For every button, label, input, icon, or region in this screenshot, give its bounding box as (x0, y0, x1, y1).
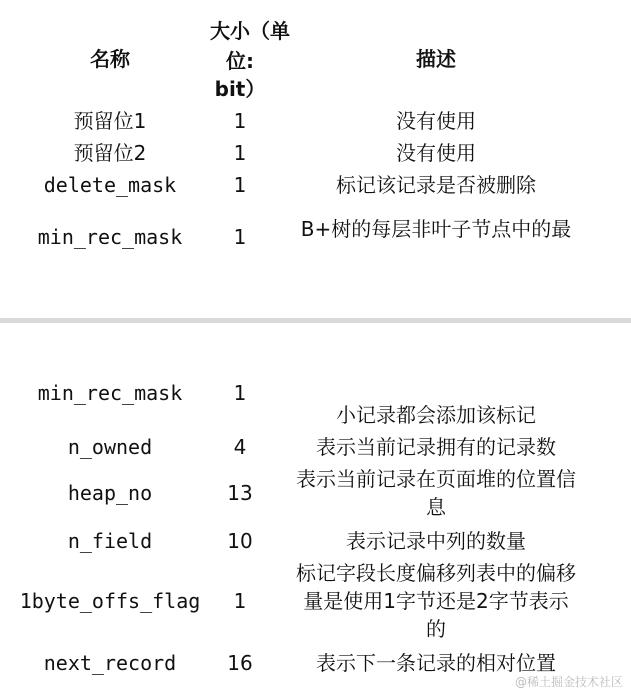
header-name: 名称 (90, 47, 130, 71)
table-row-size: 1 (233, 589, 247, 613)
table-row-desc: 量是使用1字节还是2字节表示 (303, 589, 569, 613)
table-row-name: 1byte_offs_flag (19, 589, 201, 613)
table-row-desc: 表示下一条记录的相对位置 (316, 651, 556, 675)
watermark: @稀土掘金技术社区 (514, 675, 623, 689)
table-row-name: delete_mask (43, 173, 177, 197)
header-size-line1: 大小（单 (210, 19, 290, 43)
table-row-name: min_rec_mask (37, 225, 183, 249)
table-row-desc: 标记该记录是否被删除 (336, 173, 536, 197)
table-row-name: 预留位2 (73, 141, 147, 165)
table-row-size: 1 (233, 225, 247, 249)
table-row-desc: 的 (426, 617, 446, 641)
table-row-size: 16 (227, 651, 253, 675)
table-row-desc: 标记字段长度偏移列表中的偏移 (296, 561, 576, 585)
table-row-desc: 表示当前记录拥有的记录数 (316, 435, 556, 459)
table-row-desc: 表示记录中列的数量 (346, 529, 526, 553)
table-row-desc: B+树的每层非叶子节点中的最 (300, 217, 572, 241)
table-row-size: 4 (233, 435, 247, 459)
table-row-name: next_record (43, 651, 177, 675)
table-row-name: min_rec_mask (37, 381, 183, 405)
header-desc: 描述 (416, 47, 456, 71)
table-bottom-section (0, 381, 631, 694)
table-row-size: 13 (227, 481, 253, 505)
table-row-desc: 息 (426, 495, 446, 519)
page-divider (0, 318, 631, 323)
table-row-name: 预留位1 (73, 109, 147, 133)
table-row-name: heap_no (67, 481, 153, 505)
table-row-desc: 没有使用 (396, 109, 476, 133)
table-row-desc: 表示当前记录在页面堆的位置信 (296, 467, 576, 491)
table-row-name: n_field (67, 529, 153, 553)
header-size-line2: 位: (226, 49, 254, 73)
table-row-size: 1 (233, 173, 247, 197)
table-row-desc: 小记录都会添加该标记 (336, 403, 536, 427)
table-row-size: 1 (233, 109, 247, 133)
table-row-size: 10 (227, 529, 253, 553)
table-row-name: n_owned (67, 435, 153, 459)
table-row-size: 1 (233, 381, 247, 405)
table-row-size: 1 (233, 141, 247, 165)
table-row-desc: 没有使用 (396, 141, 476, 165)
header-size-line3: bit） (214, 77, 266, 101)
table-top-section (0, 0, 631, 249)
